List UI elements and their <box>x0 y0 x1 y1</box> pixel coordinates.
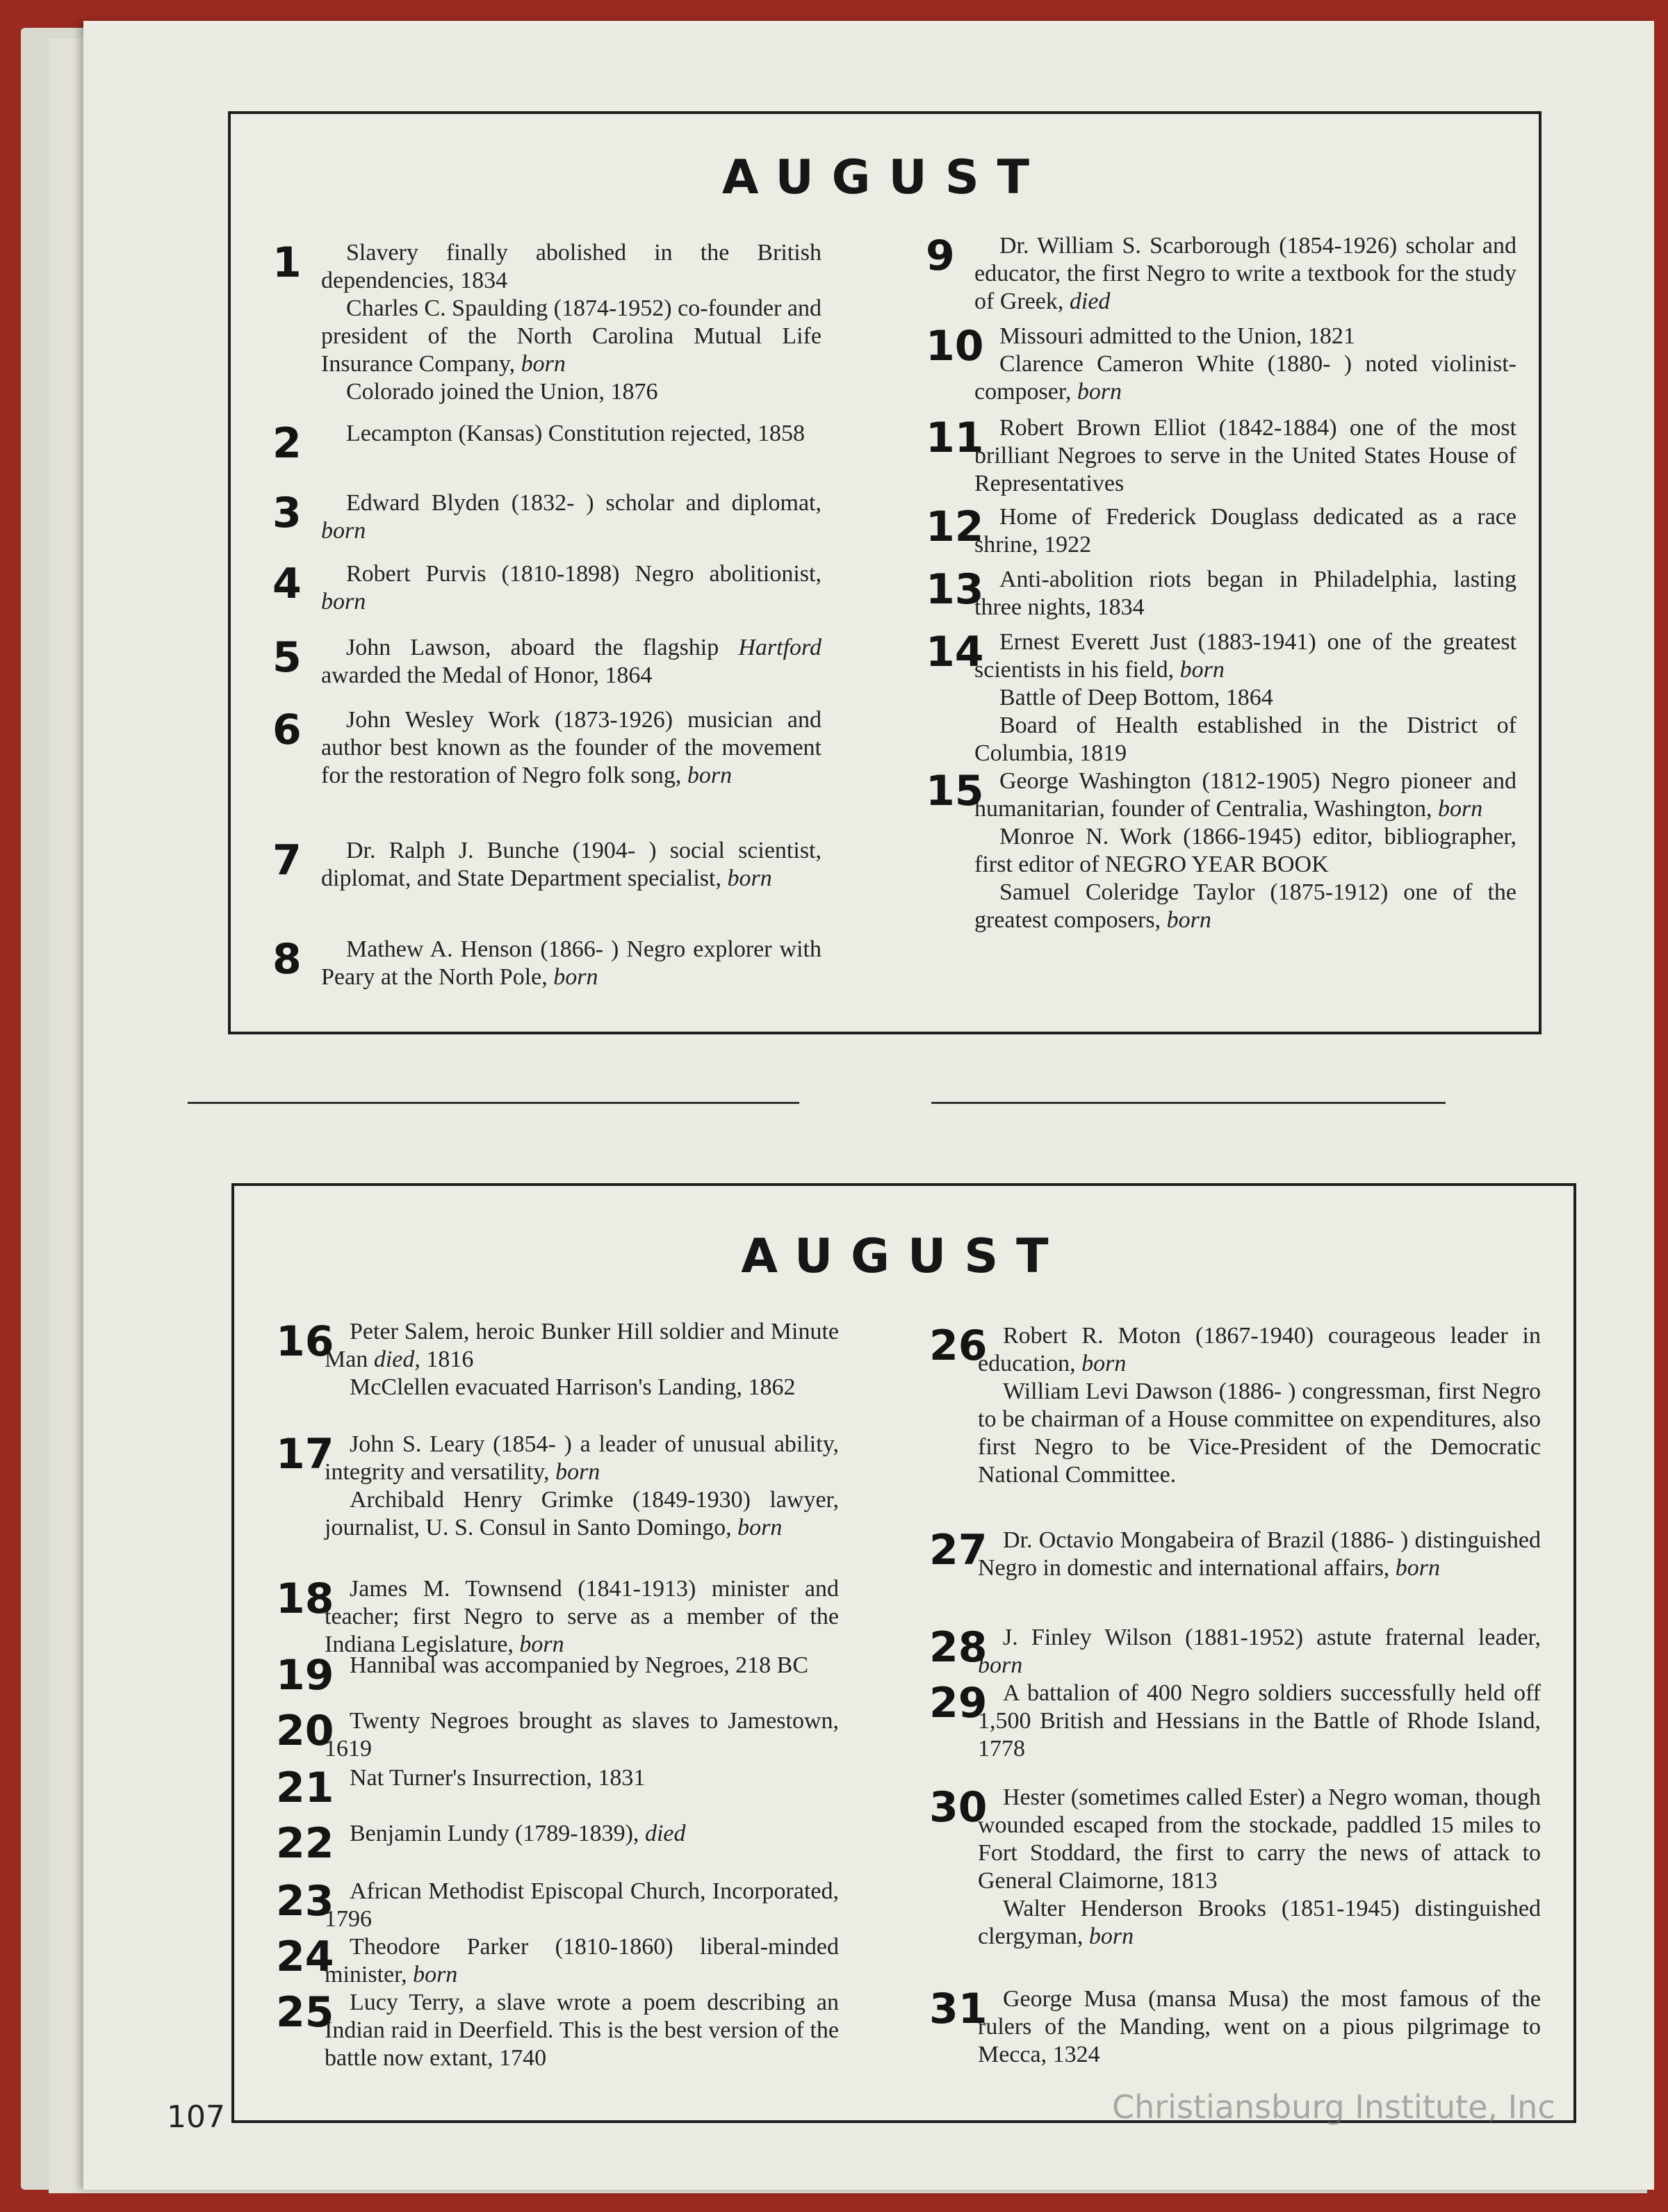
watermark: Christiansburg Institute, Inc <box>1112 2088 1555 2126</box>
fact-text <box>325 1652 839 1680</box>
day-entry <box>276 1707 839 1763</box>
day-facts <box>321 489 821 545</box>
day-number: 20 <box>276 1707 334 1755</box>
fact-italic: born <box>521 351 566 377</box>
day-entry <box>926 767 1516 934</box>
day-entry <box>926 414 1516 498</box>
fact-italic: born <box>519 1632 564 1657</box>
day-number: 17 <box>276 1430 334 1479</box>
fact-main: Ernest Everett Just (1883-1941) one of the greatest scientists in his field, <box>974 629 1516 683</box>
day-number: 1 <box>272 238 302 287</box>
day-entry <box>276 1318 839 1401</box>
fact-italic: Hartford <box>738 635 821 660</box>
day-number: 21 <box>276 1764 334 1812</box>
day-number: 31 <box>929 1985 988 2033</box>
day-facts <box>978 1322 1541 1489</box>
day-number: 28 <box>929 1623 988 1672</box>
fact-main: Peter Salem, heroic Bunker Hill soldier and Minute Man <box>325 1319 839 1372</box>
day-number: 2 <box>272 419 302 468</box>
fact-main: Slavery finally abolished in the British dependencies, 1834 <box>321 240 821 293</box>
day-facts <box>321 634 821 690</box>
fact-text <box>978 1322 1541 1378</box>
fact-main: John Lawson, aboard the flagship <box>346 635 719 660</box>
fact-italic: born <box>555 1459 600 1485</box>
fact-main: Dr. William S. Scarborough (1854-1926) scholar and educator, the first Negro to write a textbook for the study of Greek, <box>974 233 1516 314</box>
fact-text <box>978 1985 1541 2069</box>
fact-after: 1816 <box>426 1347 474 1372</box>
day-facts <box>325 1318 839 1401</box>
day-entry <box>929 1985 1541 2069</box>
day-facts <box>325 1431 839 1542</box>
fact-text <box>978 1680 1541 1763</box>
fact-main: Robert R. Moton (1867-1940) courageous leader in education, <box>978 1323 1541 1376</box>
fact-italic: born <box>1395 1555 1441 1581</box>
day-entry <box>272 706 821 790</box>
calendar-panel-aug-1-15 <box>228 111 1542 1034</box>
fact-main: Anti-abolition riots began in Philadelphia, lasting three nights, 1834 <box>974 567 1516 620</box>
day-number: 30 <box>929 1783 988 1832</box>
day-number: 26 <box>929 1321 988 1370</box>
month-title: AUGUST <box>721 150 1048 205</box>
day-entry <box>272 419 821 468</box>
fact-text <box>974 232 1516 316</box>
fact-text <box>978 1895 1541 1951</box>
day-facts <box>978 1784 1541 1951</box>
fact-text <box>325 1431 839 1486</box>
day-entry <box>929 1624 1541 1680</box>
fact-main: Lecampton (Kansas) Constitution rejected, 1858 <box>346 421 805 446</box>
day-facts <box>978 1680 1541 1763</box>
day-facts <box>974 323 1516 406</box>
fact-main: Mathew A. Henson (1866- ) Negro explorer with Peary at the North Pole, <box>321 936 821 990</box>
day-entry <box>276 1764 839 1812</box>
fact-text <box>321 420 821 448</box>
fact-text <box>321 560 821 616</box>
fact-main: Hannibal was accompanied by Negroes, 218 BC <box>350 1652 808 1678</box>
day-number: 7 <box>272 836 302 885</box>
fact-text <box>325 1707 839 1763</box>
fact-main: Twenty Negroes brought as slaves to Jamestown, 1619 <box>325 1708 839 1762</box>
day-facts <box>978 1527 1541 1582</box>
day-facts <box>974 503 1516 559</box>
day-facts <box>325 1652 839 1680</box>
day-facts <box>325 1933 839 1989</box>
fact-italic: born <box>737 1515 783 1540</box>
fact-main: James M. Townsend (1841-1913) minister and teacher; first Negro to serve as a member of the Indiana Legislature, <box>325 1576 839 1657</box>
fact-text <box>974 503 1516 559</box>
fact-main: Monroe N. Work (1866-1945) editor, bibliographer, first editor of NEGRO YEAR BOOK <box>974 824 1516 877</box>
fact-text <box>974 628 1516 684</box>
fact-text <box>974 712 1516 767</box>
day-entry <box>926 566 1516 621</box>
fact-text <box>321 706 821 790</box>
day-entry <box>276 1431 839 1542</box>
fact-main: Dr. Ralph J. Bunche (1904- ) social scientist, diplomat, and State Department specialist, <box>321 838 821 891</box>
fact-main: Walter Henderson Brooks (1851-1945) distinguished clergyman, <box>978 1896 1541 1949</box>
day-facts <box>974 232 1516 316</box>
day-facts <box>321 239 821 406</box>
fact-text <box>974 323 1516 350</box>
day-facts <box>325 1820 839 1848</box>
fact-text <box>974 823 1516 879</box>
day-facts <box>321 837 821 893</box>
day-facts <box>978 1624 1541 1680</box>
fact-text <box>325 1318 839 1374</box>
month-title: AUGUST <box>741 1229 1067 1284</box>
fact-italic: born <box>321 518 366 544</box>
day-facts <box>321 420 821 448</box>
fact-main: Robert Brown Elliot (1842-1884) one of the most brilliant Negroes to serve in the United States House of Representatives <box>974 415 1516 496</box>
fact-text <box>974 566 1516 621</box>
divider-rule <box>931 1102 1446 1104</box>
fact-main: Battle of Deep Bottom, 1864 <box>999 685 1273 710</box>
day-entry <box>272 560 821 616</box>
day-facts <box>974 767 1516 934</box>
day-entry <box>276 1819 839 1868</box>
fact-italic: died <box>1069 288 1111 314</box>
fact-text <box>325 1486 839 1542</box>
calendar-panel-aug-16-31 <box>231 1183 1576 2123</box>
fact-main: George Washington (1812-1905) Negro pioneer and humanitarian, founder of Centralia, Washington, <box>974 768 1516 822</box>
day-number: 22 <box>276 1819 334 1868</box>
day-number: 11 <box>926 414 984 462</box>
day-entry <box>926 503 1516 559</box>
fact-italic: born <box>1088 1924 1134 1949</box>
day-number: 3 <box>272 489 302 537</box>
fact-italic: born <box>553 964 598 990</box>
day-facts <box>321 706 821 790</box>
day-entry <box>276 1878 839 1933</box>
fact-main: Lucy Terry, a slave wrote a poem describing an Indian raid in Deerfield. This is the best version of the battle now extant, 1740 <box>325 1990 839 2071</box>
day-number: 16 <box>276 1317 334 1366</box>
day-entry <box>926 323 1516 406</box>
fact-after: awarded the Medal of Honor, 1864 <box>321 662 653 688</box>
fact-main: William Levi Dawson (1886- ) congressman, first Negro to be chairman of a House committee on expenditures, also first Negro to be Vice-President of the Democratic National Committee. <box>978 1379 1541 1488</box>
fact-main: Missouri admitted to the Union, 1821 <box>999 323 1355 349</box>
fact-main: McClellen evacuated Harrison's Landing, 1862 <box>350 1374 796 1400</box>
day-number: 25 <box>276 1988 334 2037</box>
fact-text <box>321 239 821 295</box>
day-entry <box>929 1784 1541 1951</box>
day-number: 9 <box>926 231 955 280</box>
day-entry <box>926 628 1516 767</box>
day-entry <box>929 1527 1541 1582</box>
fact-text <box>325 1820 839 1848</box>
day-entry <box>272 239 821 406</box>
fact-main: Clarence Cameron White (1880- ) noted violinist-composer, <box>974 351 1516 405</box>
day-facts <box>974 414 1516 498</box>
fact-text <box>325 1933 839 1989</box>
fact-text <box>974 684 1516 712</box>
day-entry <box>276 1575 839 1659</box>
fact-italic: born <box>1081 1351 1127 1376</box>
day-facts <box>325 1575 839 1659</box>
fact-text <box>978 1527 1541 1582</box>
fact-text <box>978 1784 1541 1895</box>
day-entry <box>926 232 1516 316</box>
fact-text <box>321 378 821 406</box>
fact-italic: born <box>1166 907 1211 933</box>
fact-main: A battalion of 400 Negro soldiers successfully held off 1,500 British and Hessians in the Battle of Rhode Island, 1778 <box>978 1680 1541 1762</box>
fact-italic: born <box>978 1652 1023 1678</box>
fact-text <box>974 350 1516 406</box>
fact-text <box>321 936 821 991</box>
fact-main: Edward Blyden (1832- ) scholar and diplomat, <box>346 490 821 516</box>
fact-text <box>325 1764 839 1792</box>
fact-text <box>321 634 821 690</box>
fact-text <box>978 1378 1541 1489</box>
fact-main: Benjamin Lundy (1789-1839), <box>350 1821 639 1846</box>
fact-main: Nat Turner's Insurrection, 1831 <box>350 1765 646 1791</box>
day-entry <box>929 1322 1541 1489</box>
fact-italic: born <box>413 1962 458 1987</box>
fact-text <box>974 879 1516 934</box>
fact-text <box>974 414 1516 498</box>
day-facts <box>974 628 1516 767</box>
divider-rule <box>188 1102 799 1104</box>
fact-italic: born <box>1077 379 1122 405</box>
fact-italic: born <box>1438 796 1483 822</box>
fact-text <box>321 295 821 378</box>
day-number: 10 <box>926 322 984 371</box>
day-number: 24 <box>276 1933 334 1981</box>
day-number: 4 <box>272 560 302 608</box>
fact-italic: born <box>687 763 733 788</box>
day-number: 27 <box>929 1526 988 1575</box>
day-number: 8 <box>272 935 302 984</box>
day-entry <box>929 1680 1541 1763</box>
day-facts <box>325 1764 839 1792</box>
day-number: 5 <box>272 633 302 682</box>
day-number: 14 <box>926 628 984 676</box>
day-facts <box>974 566 1516 621</box>
fact-main: George Musa (mansa Musa) the most famous of the rulers of the Manding, went on a pious pilgrimage to Mecca, 1324 <box>978 1986 1541 2067</box>
day-number: 12 <box>926 503 984 551</box>
fact-main: John Wesley Work (1873-1926) musician and author best known as the founder of the movement for the restoration of Negro folk song, <box>321 707 821 788</box>
day-entry <box>272 489 821 545</box>
page-number: 107 <box>167 2099 225 2135</box>
fact-main: Dr. Octavio Mongabeira of Brazil (1886- ) distinguished Negro in domestic and international affairs, <box>978 1527 1541 1581</box>
fact-main: John S. Leary (1854- ) a leader of unusual ability, integrity and versatility, <box>325 1431 839 1485</box>
fact-text <box>321 837 821 893</box>
day-facts <box>325 1707 839 1763</box>
day-facts <box>978 1985 1541 2069</box>
day-facts <box>321 936 821 991</box>
day-entry <box>272 634 821 690</box>
fact-main: Hester (sometimes called Ester) a Negro woman, though wounded escaped from the stockade, paddled 15 miles to Fort Stoddard, the first to carry the news of attack to General Claimorne, 1813 <box>978 1784 1541 1894</box>
day-number: 6 <box>272 706 302 754</box>
day-number: 23 <box>276 1877 334 1926</box>
fact-main: Archibald Henry Grimke (1849-1930) lawyer, journalist, U. S. Consul in Santo Domingo, <box>325 1487 839 1540</box>
fact-italic: died <box>644 1821 686 1846</box>
day-entry <box>276 1933 839 1989</box>
fact-text <box>325 1989 839 2072</box>
fact-main: Robert Purvis (1810-1898) Negro abolitionist, <box>346 561 821 587</box>
fact-italic: born <box>1179 657 1225 683</box>
fact-main: Home of Frederick Douglass dedicated as a race shrine, 1922 <box>974 504 1516 558</box>
fact-main: Theodore Parker (1810-1860) liberal-minded minister, <box>325 1934 839 1987</box>
day-number: 19 <box>276 1651 334 1700</box>
day-number: 15 <box>926 767 984 815</box>
day-number: 13 <box>926 565 984 614</box>
fact-italic: born <box>727 865 772 891</box>
fact-main: Charles C. Spaulding (1874-1952) co-founder and president of the North Carolina Mutual Life Insurance Company, <box>321 295 821 377</box>
fact-main: African Methodist Episcopal Church, Incorporated, 1796 <box>325 1878 839 1932</box>
fact-text <box>325 1878 839 1933</box>
fact-main: Board of Health established in the District of Columbia, 1819 <box>974 713 1516 766</box>
fact-main: J. Finley Wilson (1881-1952) astute fraternal leader, <box>1003 1625 1541 1650</box>
day-entry <box>276 1989 839 2072</box>
fact-text <box>325 1374 839 1401</box>
day-entry <box>272 837 821 893</box>
fact-text <box>321 489 821 545</box>
day-facts <box>325 1878 839 1933</box>
fact-main: Samuel Coleridge Taylor (1875-1912) one of the greatest composers, <box>974 879 1516 933</box>
fact-italic: born <box>321 589 366 615</box>
day-entry <box>276 1651 839 1700</box>
day-facts <box>325 1989 839 2072</box>
day-facts <box>321 560 821 616</box>
fact-text <box>978 1624 1541 1680</box>
fact-text <box>974 767 1516 823</box>
day-number: 29 <box>929 1679 988 1727</box>
fact-italic: died, <box>373 1347 420 1372</box>
day-entry <box>272 936 821 991</box>
fact-main: Colorado joined the Union, 1876 <box>346 379 658 405</box>
day-number: 18 <box>276 1575 334 1623</box>
fact-text <box>325 1575 839 1659</box>
